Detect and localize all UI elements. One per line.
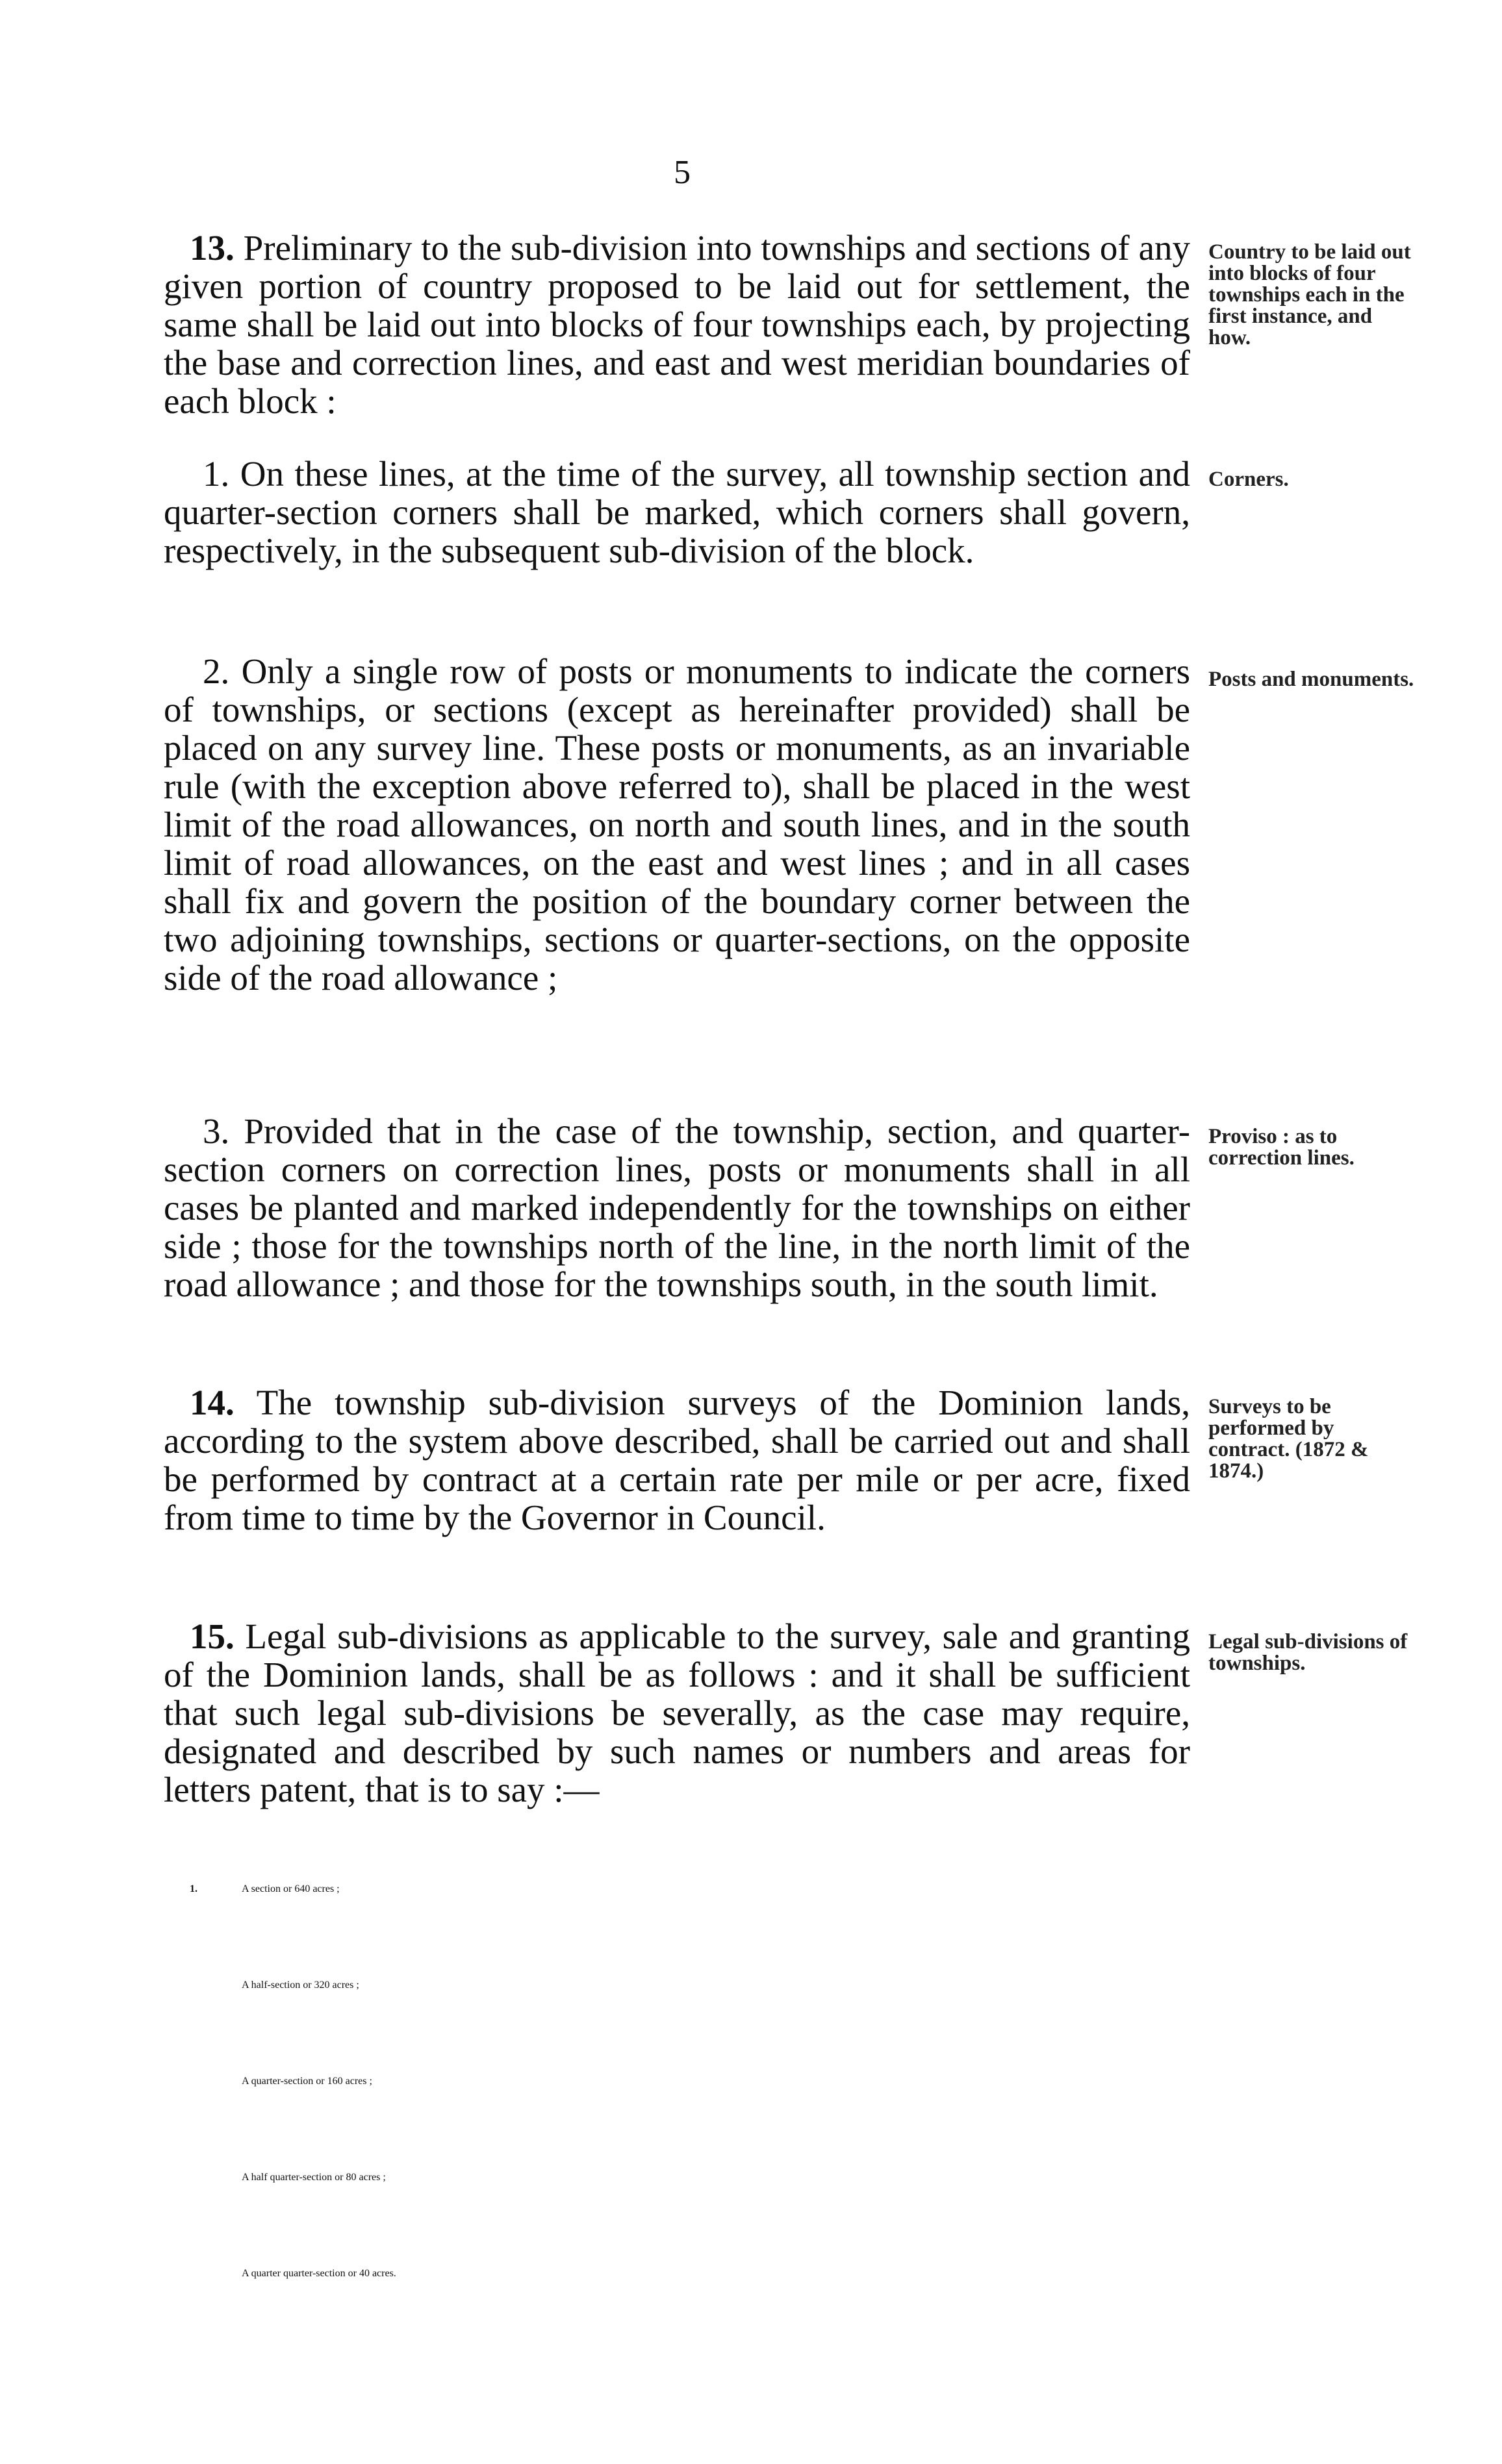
list-item: A half-section or 320 acres ; [242, 1980, 359, 1991]
section-number: 14. [190, 1383, 235, 1422]
margin-note-legal-subdivisions: Legal sub-divisions of townships. [1208, 1630, 1408, 1675]
subdivision-list [164, 1883, 1190, 2351]
margin-note-proviso: Proviso : as to correction lines. [1208, 1125, 1355, 1170]
subsection-text: Provided that in the case of the township, section, and quarter-section corners on correction lines, posts or monuments shall in all cases be planted and marked independently for the townships on either side ; those for the townships north of the line, in the north limit of the road allowance ; and those for the townships south, in the south limit. [164, 1111, 1191, 1304]
section-text: The township sub-division surveys of the Dominion lands, according to the system above described, shall be carried out and shall be performed by contract at a certain rate per mile or per acre, fixed from time to time by the Governor in Council. [164, 1383, 1190, 1537]
margin-note-corners: Corners. [1208, 468, 1289, 491]
subsection-number: 2. [203, 651, 230, 691]
subsection-1 [164, 455, 1190, 570]
section-number: 15. [190, 1616, 235, 1656]
list-item: A quarter-section or 160 acres ; [242, 2076, 372, 2087]
list-item [190, 1883, 197, 1895]
section-number: 13. [190, 228, 235, 268]
list-item: A half quarter-section or 80 acres ; [242, 2172, 386, 2183]
subsection-text: On these lines, at the time of the survey, all township section and quarter-section corners shall be marked, which corners shall govern, respectively, in the subsequent sub-division of the block. [164, 454, 1191, 570]
page-number: 5 [674, 154, 691, 191]
section-15 [164, 1617, 1190, 1809]
subsection-2 [164, 652, 1190, 997]
list-item: A section or 640 acres ; [242, 1883, 340, 1894]
section-text: Preliminary to the sub-division into townships and sections of any given portion of country proposed to be laid out for settlement, the same shall be laid out into blocks of four townships each, by projecting the base and correction lines, and east and west meridian boundaries of each block : [164, 228, 1190, 421]
list-number: 1. [190, 1883, 197, 1894]
subsection-number: 1. [203, 454, 230, 494]
subsection-3 [164, 1112, 1190, 1303]
margin-note-country-blocks: Country to be laid out into blocks of four townships each in the first instance, and how. [1208, 240, 1411, 349]
subsection-text: Only a single row of posts or monuments to indicate the corners of townships, or sections (except as hereinafter provided) shall be placed on any survey line. These posts or monuments, as an invariable rule (with the exception above referred to), shall be placed in the west limit of the road allowances, on north and south lines, and in the south limit of road allowances, on the east and west lines ; and in all cases shall fix and govern the position of the boundary corner between the two adjoining townships, sections or quarter-sections, on the opposite side of the road allowance ; [164, 651, 1191, 998]
list-item: A quarter quarter-section or 40 acres. [242, 2268, 396, 2279]
section-14 [164, 1383, 1190, 1537]
section-text: Legal sub-divisions as applicable to the survey, sale and granting of the Dominion lands, shall be as follows : and it shall be sufficient that such legal sub-divisions be severally, as the case may require, designated and described by such names or numbers and areas for letters patent, that is to say :— [164, 1616, 1190, 1809]
margin-note-posts-monuments: Posts and monuments. [1208, 668, 1414, 691]
margin-note-contract: Surveys to be performed by contract. (1872 & 1874.) [1208, 1395, 1369, 1483]
section-13 [164, 229, 1190, 420]
subsection-number: 3. [203, 1111, 230, 1151]
